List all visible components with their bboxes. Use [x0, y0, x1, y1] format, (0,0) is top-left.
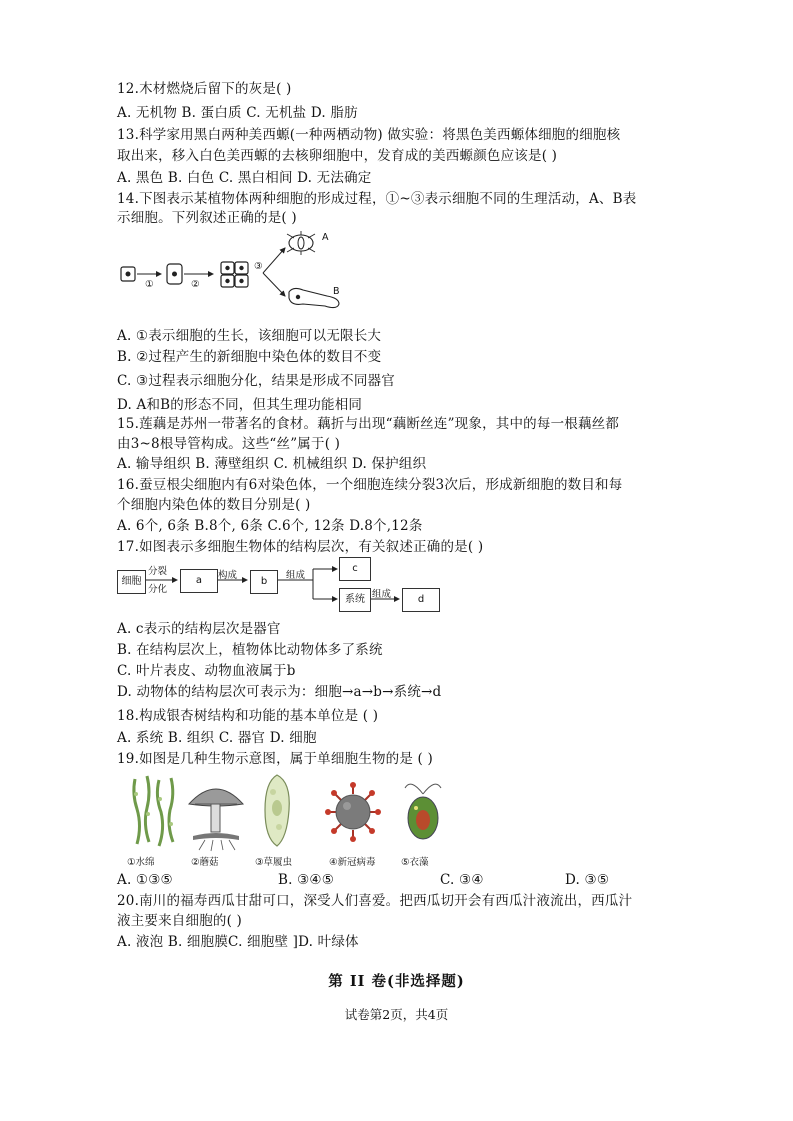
q16-options: A. 6个, 6条 B.8个, 6条 C.6个, 12条 D.8个,12条	[117, 518, 423, 534]
q17-option-d: D. 动物体的结构层次可表示为：细胞→a→b→系统→d	[117, 684, 442, 700]
q18-options: A. 系统 B. 组织 C. 器官 D. 细胞	[117, 730, 317, 746]
q14-option-a: A. ①表示细胞的生长，该细胞可以无限长大	[117, 328, 382, 344]
q17-option-a: A. c表示的结构层次是器官	[117, 621, 281, 637]
caption-chlamydomonas: ⑤衣藻	[401, 857, 429, 868]
cell-a-label: A	[322, 232, 329, 243]
organisms-figure	[117, 772, 457, 870]
q14-stem-line1: 14.下图表示某植物体两种细胞的形成过程，①~③表示细胞不同的生理活动，A、B表	[117, 191, 637, 207]
q19-option-b: B. ③④⑤	[278, 872, 335, 888]
cell-box: 细胞	[117, 570, 146, 594]
q16-stem-line1: 16.蚕豆根尖细胞内有6对染色体，一个细胞连续分裂3次后，形成新细胞的数目和每	[117, 477, 623, 493]
q14-option-d: D. A和B的形态不同，但其生理功能相同	[117, 397, 363, 413]
q20-options: A. 液泡 B. 细胞膜C. 细胞壁 ]D. 叶绿体	[117, 934, 359, 950]
spirogyra-image	[127, 774, 182, 852]
q16-stem-line2: 个细胞内染色体的数目分别是( )	[117, 497, 311, 513]
q15-options: A. 输导组织 B. 薄壁组织 C. 机械组织 D. 保护组织	[117, 456, 427, 472]
system-box: 系统	[339, 588, 371, 612]
page-footer: 试卷第2页，共4页	[344, 1007, 449, 1022]
coronavirus-image	[325, 782, 381, 842]
q19-option-d: D. ③⑤	[565, 872, 610, 888]
box-a: a	[180, 569, 218, 593]
q15-stem-line1: 15.莲藕是苏州一带著名的食材。藕折与出现“藕断丝连”现象，其中的每一根藕丝都	[117, 416, 620, 432]
four-cells	[221, 262, 248, 287]
q19-stem: 19.如图是几种生物示意图，属于单细胞生物的是 ( )	[117, 751, 433, 767]
q15-stem-line2: 由3~8根导管构成。这些“丝”属于( )	[117, 436, 341, 452]
cell-b-label: B	[333, 286, 340, 297]
q17-option-c: C. 叶片表皮、动物血液属于b	[117, 663, 296, 679]
step-1-label: ①	[145, 279, 154, 290]
cell-differentiation-svg	[117, 226, 357, 318]
differentiate-label: 分化	[148, 584, 168, 595]
q17-stem: 17.如图表示多细胞生物体的结构层次，有关叙述正确的是( )	[117, 539, 484, 555]
q19-option-a: A. ①③⑤	[117, 872, 173, 888]
q14-stem-line2: 示细胞。下列叙述正确的是( )	[117, 210, 297, 226]
q14-option-c: C. ③过程表示细胞分化，结果是形成不同器官	[117, 373, 395, 389]
cell-a-guard-cells	[287, 231, 315, 255]
section-title: 第 II 卷(非选择题)	[328, 973, 465, 990]
chlamydomonas-image	[399, 772, 447, 850]
q13-stem-line1: 13.科学家用黑白两种美西螈(一种两栖动物) 做实验：将黑色美西螈体细胞的细胞核	[117, 127, 621, 143]
caption-coronavirus: ④新冠病毒	[329, 857, 376, 868]
q14-option-b: B. ②过程产生的新细胞中染色体的数目不变	[117, 349, 382, 365]
paramecium-image	[257, 772, 297, 850]
step-3-label: ③	[254, 261, 263, 272]
q18-stem: 18.构成银杏树结构和功能的基本单位是 ( )	[117, 708, 379, 724]
q12-options: A. 无机物 B. 蛋白质 C. 无机盐 D. 脂肪	[117, 105, 358, 121]
box-b: b	[250, 570, 278, 594]
q13-options: A. 黑色 B. 白色 C. 黑白相间 D. 无法确定	[117, 170, 372, 186]
form-label-1: 组成	[286, 570, 306, 581]
box-c: c	[339, 557, 371, 581]
compose-label: 构成	[218, 570, 238, 581]
box-d: d	[402, 588, 440, 612]
cell-differentiation-diagram	[117, 226, 357, 318]
q13-stem-line2: 取出来，移入白色美西螈的去核卵细胞中，发育成的美西螈颜色应该是( )	[117, 148, 558, 164]
cell-b-root-hair	[289, 288, 339, 307]
form-label-2: 组成	[372, 589, 392, 600]
q20-stem-line1: 20.南川的福寿西瓜甘甜可口，深受人们喜爱。把西瓜切开会有西瓜汁液流出，西瓜汁	[117, 893, 633, 909]
caption-mushroom: ②蘑菇	[191, 857, 219, 868]
structure-level-diagram	[117, 557, 447, 617]
q20-stem-line2: 液主要来自细胞的( )	[117, 913, 243, 929]
caption-paramecium: ③草履虫	[255, 857, 293, 868]
caption-spirogyra: ①水绵	[127, 857, 155, 868]
divide-label: 分裂	[148, 566, 168, 577]
q12-stem: 12.木材燃烧后留下的灰是( )	[117, 81, 292, 97]
q19-option-c: C. ③④	[440, 872, 484, 888]
mushroom-image	[185, 774, 247, 852]
q17-option-b: B. 在结构层次上，植物体比动物体多了系统	[117, 642, 383, 658]
step-2-label: ②	[191, 279, 200, 290]
